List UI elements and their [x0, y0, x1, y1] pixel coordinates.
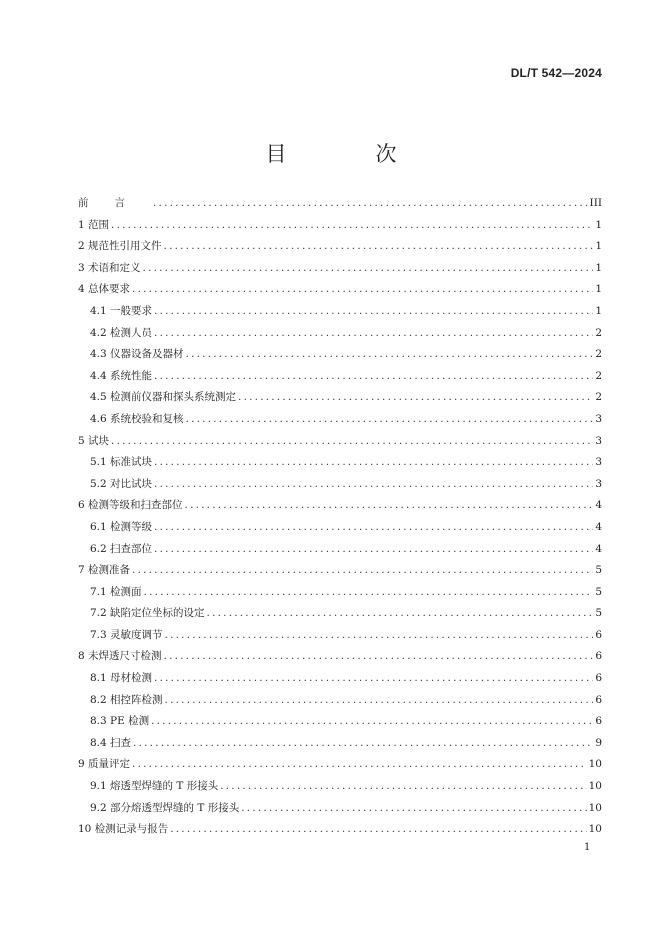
toc-leader-dots: [132, 560, 593, 582]
toc-entry-label: 4 总体要求: [78, 283, 131, 296]
toc-leader-dots: [153, 193, 588, 215]
toc-entry-page: 2: [595, 369, 602, 382]
toc-entry[interactable]: [78, 539, 602, 561]
toc-entry[interactable]: [78, 452, 602, 474]
toc-entry-label: 8.2 相控阵检测: [90, 693, 163, 706]
toc-entry[interactable]: [78, 582, 602, 604]
toc-entry[interactable]: [78, 517, 602, 539]
toc-leader-dots: [154, 323, 593, 345]
toc-entry-label: 8 未焊透尺寸检测: [78, 650, 162, 663]
toc-entry-page: 1: [595, 304, 602, 317]
toc-entry[interactable]: [78, 387, 602, 409]
toc-entry-label: 4.1 一般要求: [90, 304, 153, 317]
toc-entry-page: 2: [595, 348, 602, 361]
toc-entry[interactable]: [78, 733, 602, 755]
toc-entry-label: 7 检测准备: [78, 564, 131, 577]
toc-entry-label: 9.1 熔透型焊缝的 T 形接头: [90, 780, 219, 793]
toc-entry-page: 6: [595, 628, 602, 641]
toc-entry-label: 5.1 标准试块: [90, 456, 153, 469]
toc-leader-dots: [238, 387, 593, 409]
toc-entry[interactable]: [78, 603, 602, 625]
toc-entry[interactable]: [78, 409, 602, 431]
toc-entry-page: 10: [588, 758, 602, 771]
toc-leader-dots: [220, 776, 586, 798]
toc-leader-dots: [186, 344, 594, 366]
toc-entry-label: 7.1 检测面: [90, 585, 142, 598]
toc-entry-page: 6: [595, 693, 602, 706]
toc-entry[interactable]: [78, 495, 602, 517]
toc-leader-dots: [132, 279, 593, 301]
toc-entry-label: 4.2 检测人员: [90, 326, 153, 339]
toc-entry-page: 6: [595, 650, 602, 663]
toc-entry[interactable]: [78, 323, 602, 345]
toc-entry-label: 1 范围: [78, 218, 110, 231]
toc-entry[interactable]: [78, 258, 602, 280]
toc-leader-dots: [207, 603, 594, 625]
toc-leader-dots: [132, 754, 587, 776]
toc-leader-dots: [151, 711, 593, 733]
toc-entry-page: 3: [595, 412, 602, 425]
toc-entry-page: 9: [595, 736, 602, 749]
toc-entry-page: III: [589, 197, 602, 209]
toc-entry[interactable]: [78, 560, 602, 582]
toc-entry-label: 6.2 扫查部位: [90, 542, 153, 555]
toc-leader-dots: [154, 366, 593, 388]
toc-entry[interactable]: [78, 711, 602, 733]
toc-entry-page: 10: [588, 780, 602, 793]
toc-leader-dots: [165, 625, 594, 647]
toc-entry-label: 5 试块: [78, 434, 110, 447]
toc-entry-page: 2: [595, 391, 602, 404]
toc-entry-page: 3: [595, 456, 602, 469]
toc-entry[interactable]: [78, 366, 602, 388]
toc-entry-page: 1: [595, 240, 602, 253]
toc-entry-label: 4.4 系统性能: [90, 369, 153, 382]
toc-entry-label: 9 质量评定: [78, 758, 131, 771]
toc-entry-page: 4: [595, 499, 602, 512]
toc-entry-label: 10 检测记录与报告: [78, 823, 169, 836]
toc-entry[interactable]: [78, 431, 602, 453]
toc-entry-label: 2 规范性引用文件: [78, 240, 162, 253]
page-title: 目 次: [265, 142, 431, 166]
toc-entry-page: 10: [588, 801, 602, 814]
table-of-contents: [78, 193, 602, 841]
toc-entry-label: 5.2 对比试块: [90, 477, 153, 490]
toc-leader-dots: [185, 495, 594, 517]
toc-leader-dots: [241, 798, 586, 820]
toc-entry-page: 1: [595, 218, 602, 231]
toc-entry-label: 8.1 母材检测: [90, 672, 153, 685]
toc-entry[interactable]: [78, 668, 602, 690]
toc-entry-label: 前言: [78, 197, 151, 209]
toc-leader-dots: [154, 539, 593, 561]
toc-entry-page: 3: [595, 434, 602, 447]
toc-entry[interactable]: [78, 776, 602, 798]
toc-entry[interactable]: [78, 215, 602, 237]
toc-entry[interactable]: [78, 690, 602, 712]
toc-entry[interactable]: [78, 236, 602, 258]
toc-entry-page: 4: [595, 520, 602, 533]
toc-entry-label: 3 术语和定义: [78, 261, 141, 274]
toc-entry-page: 6: [595, 715, 602, 728]
toc-entry-label: 4.5 检测前仪器和探头系统测定: [90, 391, 237, 404]
toc-leader-dots: [154, 474, 593, 496]
toc-leader-dots: [111, 215, 593, 237]
toc-entry-page: 6: [595, 672, 602, 685]
toc-entry-label: 8.4 扫查: [90, 736, 132, 749]
toc-leader-dots: [164, 236, 594, 258]
toc-entry-label: 6.1 检测等级: [90, 520, 153, 533]
toc-entry-page: 5: [595, 607, 602, 620]
toc-entry-label: 9.2 部分熔透型焊缝的 T 形接头: [90, 801, 240, 814]
toc-leader-dots: [143, 258, 594, 280]
toc-leader-dots: [165, 690, 594, 712]
toc-leader-dots: [170, 819, 586, 841]
toc-entry[interactable]: [78, 646, 602, 668]
toc-leader-dots: [154, 517, 593, 539]
toc-leader-dots: [111, 431, 593, 453]
toc-entry-page: 1: [595, 261, 602, 274]
toc-entry-label: 4.6 系统校验和复核: [90, 412, 184, 425]
toc-entry-page: 1: [595, 283, 602, 296]
toc-leader-dots: [144, 582, 594, 604]
toc-entry[interactable]: [78, 474, 602, 496]
toc-entry-page: 4: [595, 542, 602, 555]
toc-entry[interactable]: [78, 625, 602, 647]
toc-entry-label: 4.3 仪器设备及器材: [90, 348, 184, 361]
toc-leader-dots: [164, 646, 594, 668]
toc-entry-label: 7.2 缺陷定位坐标的设定: [90, 607, 205, 620]
toc-entry-label: 8.3 PE 检测: [90, 715, 150, 728]
toc-entry[interactable]: [78, 798, 602, 820]
page-number: 1: [584, 842, 591, 853]
toc-entry[interactable]: [78, 344, 602, 366]
standard-code: DL/T 542—2024: [510, 66, 602, 80]
toc-entry-label: 6 检测等级和扫查部位: [78, 499, 183, 512]
toc-entry-label: 7.3 灵敏度调节: [90, 628, 163, 641]
toc-entry-page: 3: [595, 477, 602, 490]
toc-leader-dots: [133, 733, 593, 755]
toc-entry-page: 5: [595, 585, 602, 598]
toc-entry[interactable]: [78, 193, 602, 215]
toc-entry-page: 2: [595, 326, 602, 339]
toc-entry[interactable]: [78, 301, 602, 323]
toc-leader-dots: [154, 668, 593, 690]
toc-leader-dots: [154, 301, 593, 323]
toc-entry[interactable]: [78, 819, 602, 841]
toc-leader-dots: [154, 452, 593, 474]
toc-entry[interactable]: [78, 279, 602, 301]
toc-entry-page: 10: [588, 823, 602, 836]
toc-entry[interactable]: [78, 754, 602, 776]
toc-entry-page: 5: [595, 564, 602, 577]
toc-leader-dots: [186, 409, 594, 431]
